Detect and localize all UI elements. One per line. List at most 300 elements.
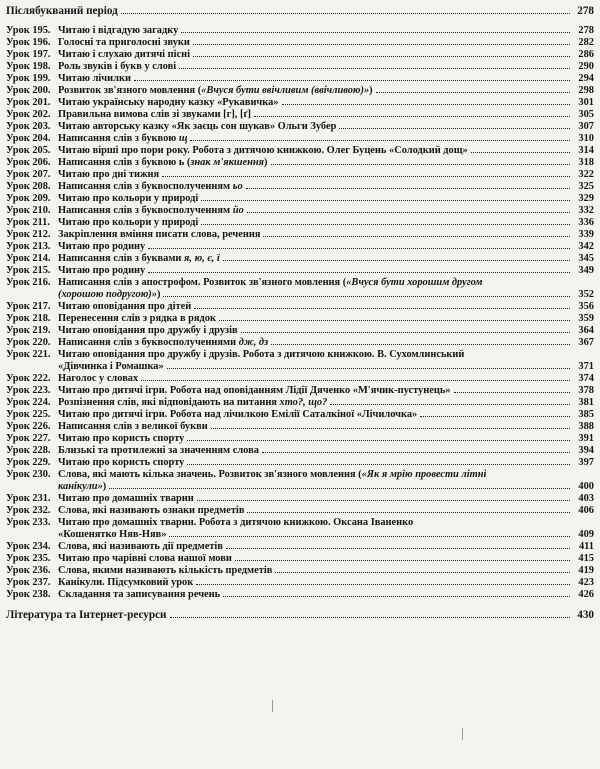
lesson-number: Урок 220. xyxy=(6,337,51,348)
lesson-title-text: Читаю оповідання про дружбу і друзів. Робота з дитячою книжкою. В. Сухомлинський xyxy=(58,349,465,360)
lesson-number: Урок 219. xyxy=(6,325,51,336)
lesson-title xyxy=(58,181,243,193)
lesson-number: Урок 233. xyxy=(6,517,51,528)
page-number: 426 xyxy=(578,589,594,600)
lesson-title xyxy=(58,49,190,61)
lesson-number: Урок 215. xyxy=(6,265,51,276)
page-number: 322 xyxy=(578,169,594,180)
dot-leader xyxy=(226,548,570,549)
dot-leader xyxy=(241,332,570,333)
lesson-title xyxy=(58,277,482,289)
dot-leader xyxy=(196,584,570,585)
dot-leader xyxy=(223,596,570,597)
lesson-entry-continuation xyxy=(6,529,594,541)
lesson-number: Урок 227. xyxy=(6,433,51,444)
lesson-title-text: Читаю про користь спорту xyxy=(58,433,185,444)
lesson-title xyxy=(58,169,159,181)
lesson-title xyxy=(58,193,198,205)
lesson-title-text: ) xyxy=(264,157,268,168)
lesson-title-text: Написання слів з великої букви xyxy=(58,421,208,432)
dot-leader xyxy=(262,452,570,453)
dot-leader xyxy=(454,392,570,393)
lesson-number: Урок 204. xyxy=(6,133,51,144)
page-number: 388 xyxy=(578,421,594,432)
page-number: 345 xyxy=(578,253,594,264)
scan-mark xyxy=(462,728,463,740)
references-entry xyxy=(6,608,594,622)
page-number: 391 xyxy=(578,433,594,444)
lesson-title-text: Читаю і відгадую загадку xyxy=(58,25,179,36)
page-number: 310 xyxy=(578,133,594,144)
dot-leader xyxy=(141,380,570,381)
page-number: 298 xyxy=(578,85,594,96)
lesson-title xyxy=(58,217,198,229)
lesson-title xyxy=(58,457,184,469)
lesson-entry xyxy=(6,37,594,49)
lesson-title xyxy=(58,433,184,445)
dot-leader xyxy=(181,32,570,33)
lesson-title-italic: ьо xyxy=(232,181,243,192)
lesson-number: Урок 230. xyxy=(6,469,51,480)
page-number: 349 xyxy=(578,265,594,276)
lesson-entry xyxy=(6,145,594,157)
lesson-entry xyxy=(6,217,594,229)
page-number: 318 xyxy=(578,157,594,168)
lesson-title-text: Написання слів з апострофом. Розвиток зв'язного мовлення ( xyxy=(58,277,347,288)
dot-leader xyxy=(235,560,570,561)
lesson-number: Урок 212. xyxy=(6,229,51,240)
dot-leader xyxy=(193,56,570,57)
lesson-title-text: Читаю оповідання про дітей xyxy=(58,301,192,312)
dot-leader xyxy=(271,344,570,345)
lesson-title-text: Читаю про домашніх тварин xyxy=(58,493,194,504)
lesson-title-text: Написання слів з буквою ь ( xyxy=(58,157,191,168)
dot-leader xyxy=(376,92,570,93)
lesson-title xyxy=(58,421,208,433)
lesson-number: Урок 237. xyxy=(6,577,51,588)
lesson-title xyxy=(58,265,145,277)
lesson-entry xyxy=(6,457,594,469)
lesson-title-text: Слова, які мають кілька значень. Розвиток зв'язного мовлення ( xyxy=(58,469,362,480)
lesson-title-text: Написання слів з буквосполученням xyxy=(58,181,233,192)
section-heading xyxy=(6,4,594,18)
dot-leader xyxy=(162,176,570,177)
lesson-entry xyxy=(6,265,594,277)
page-number: 381 xyxy=(578,397,594,408)
lesson-number: Урок 217. xyxy=(6,301,51,312)
lesson-entry xyxy=(6,313,594,325)
lesson-number: Урок 222. xyxy=(6,373,51,384)
page-number: 411 xyxy=(578,541,594,552)
page-number: 325 xyxy=(578,181,594,192)
lesson-title-italic: я, ю, є, ї xyxy=(184,253,220,264)
lesson-title xyxy=(58,577,193,589)
lesson-number: Урок 199. xyxy=(6,73,51,84)
lesson-title xyxy=(58,97,279,109)
page-number: 371 xyxy=(578,361,594,372)
lesson-title-text: ) xyxy=(369,85,373,96)
lesson-title-text: Канікули. Підсумковий урок xyxy=(58,577,194,588)
lesson-entry xyxy=(6,109,594,121)
dot-leader xyxy=(170,617,571,618)
lesson-title-italic: хто?, що? xyxy=(279,397,328,408)
dot-leader xyxy=(471,152,570,153)
lesson-title xyxy=(58,385,451,397)
page-number: 342 xyxy=(578,241,594,252)
lesson-title-text: ) xyxy=(156,289,161,300)
lesson-title xyxy=(58,313,216,325)
page-number: 314 xyxy=(578,145,594,156)
lesson-number: Урок 231. xyxy=(6,493,51,504)
dot-leader xyxy=(201,224,570,225)
lesson-title-italic: (хорошою подругою)» xyxy=(58,289,157,300)
lesson-title xyxy=(58,25,178,37)
dot-leader xyxy=(169,536,570,537)
lesson-title-text: Читаю про дні тижня xyxy=(58,169,160,180)
lesson-title xyxy=(58,517,413,529)
lesson-entry xyxy=(6,409,594,421)
lesson-number: Урок 235. xyxy=(6,553,51,564)
page-number: 301 xyxy=(578,97,594,108)
lesson-title-text: Читаю про дитячі ігри. Робота над лічилкою Емілії Саталкіної «Лічилочка» xyxy=(58,409,418,420)
page-number: 307 xyxy=(578,121,594,132)
lesson-entry xyxy=(6,133,594,145)
lesson-title-text: Слова, які називають дії предметів xyxy=(58,541,223,552)
lesson-title-text: Читаю про родину xyxy=(58,241,146,252)
lesson-title-text: Розпізнення слів, які відповідають на питання xyxy=(58,397,280,408)
dot-leader xyxy=(197,500,570,501)
lesson-number: Урок 205. xyxy=(6,145,51,156)
lesson-number: Урок 223. xyxy=(6,385,51,396)
lesson-title xyxy=(58,109,251,121)
page-number: 364 xyxy=(578,325,594,336)
page-number: 400 xyxy=(578,481,594,492)
page-number: 356 xyxy=(578,301,594,312)
page-number: 430 xyxy=(577,609,594,621)
lesson-number: Урок 238. xyxy=(6,589,51,600)
lesson-title xyxy=(58,397,327,409)
lesson-title-text: Написання слів з буквосполученням xyxy=(58,205,233,216)
lesson-title-text: Читаю авторську казку «Як заєць сон шукав» Ольги Зубер xyxy=(58,121,337,132)
lesson-entry xyxy=(6,349,594,361)
lesson-entry xyxy=(6,169,594,181)
lesson-title xyxy=(58,589,220,601)
lesson-number: Урок 236. xyxy=(6,565,51,576)
lesson-entry xyxy=(6,301,594,313)
dot-leader xyxy=(263,236,570,237)
page-number: 329 xyxy=(578,193,594,204)
lesson-title-italic: «Як я мрію провести літні xyxy=(361,469,487,480)
lesson-entry xyxy=(6,421,594,433)
lesson-number: Урок 207. xyxy=(6,169,51,180)
lesson-number: Урок 216. xyxy=(6,277,51,288)
lesson-title-italic: йо xyxy=(232,205,244,216)
lesson-entry xyxy=(6,157,594,169)
dot-leader xyxy=(190,140,570,141)
page-number: 278 xyxy=(578,25,594,36)
dot-leader xyxy=(201,200,570,201)
lesson-title xyxy=(58,541,223,553)
lesson-entry xyxy=(6,397,594,409)
lesson-title-text: Слова, які називають ознаки предметів xyxy=(58,505,245,516)
lesson-title-continuation xyxy=(6,529,166,541)
lesson-title xyxy=(58,229,260,241)
dot-leader xyxy=(121,13,570,14)
lesson-number: Урок 221. xyxy=(6,349,51,360)
page-number: 378 xyxy=(578,385,594,396)
lesson-title-italic: щ xyxy=(178,133,188,144)
dot-leader xyxy=(211,428,570,429)
table-of-contents xyxy=(6,4,594,622)
section-title: Післябукваний період xyxy=(6,5,118,17)
lesson-title xyxy=(58,73,131,85)
lesson-title xyxy=(58,337,268,349)
dot-leader xyxy=(194,308,570,309)
lesson-entry xyxy=(6,25,594,37)
page-number: 282 xyxy=(578,37,594,48)
lesson-title-text: Написання слів з буквами xyxy=(58,253,185,264)
lesson-entry xyxy=(6,205,594,217)
page-number: 374 xyxy=(578,373,594,384)
lesson-entry xyxy=(6,253,594,265)
lesson-title-text: Читаю і слухаю дитячі пісні xyxy=(58,49,191,60)
lesson-entry xyxy=(6,553,594,565)
lesson-title xyxy=(58,37,190,49)
lesson-number: Урок 218. xyxy=(6,313,51,324)
lesson-number: Урок 201. xyxy=(6,97,51,108)
lesson-title xyxy=(58,553,232,565)
lesson-number: Урок 209. xyxy=(6,193,51,204)
lesson-title xyxy=(58,325,238,337)
page-number: 336 xyxy=(578,217,594,228)
dot-leader xyxy=(223,260,570,261)
lesson-entry xyxy=(6,49,594,61)
lesson-entry xyxy=(6,181,594,193)
lesson-title-italic: дж, дз xyxy=(238,337,269,348)
lesson-title-text: Читаю про чарівні слова нашої мови xyxy=(58,553,232,564)
lesson-title xyxy=(58,565,272,577)
lesson-list xyxy=(6,25,594,601)
lesson-title-text: Читаю про користь спорту xyxy=(58,457,185,468)
lesson-title xyxy=(58,493,194,505)
lesson-title-text: Слова, якими називають кількість предметів xyxy=(58,565,273,576)
page-number: 339 xyxy=(578,229,594,240)
lesson-entry xyxy=(6,61,594,73)
lesson-number: Урок 196. xyxy=(6,37,51,48)
dot-leader xyxy=(219,320,570,321)
lesson-entry xyxy=(6,433,594,445)
dot-leader xyxy=(148,272,570,273)
dot-leader xyxy=(420,416,570,417)
dot-leader xyxy=(282,104,570,105)
dot-leader xyxy=(148,248,570,249)
lesson-entry-continuation xyxy=(6,361,594,373)
lesson-title xyxy=(58,373,138,385)
dot-leader xyxy=(193,44,570,45)
lesson-number: Урок 197. xyxy=(6,49,51,60)
lesson-title-text: Перенесення слів з рядка в рядок xyxy=(58,313,216,324)
dot-leader xyxy=(109,488,570,489)
lesson-title-text: Читаю оповідання про дружбу і друзів xyxy=(58,325,238,336)
lesson-title xyxy=(58,409,417,421)
lesson-title xyxy=(58,253,220,265)
lesson-title-italic: «Вчуся бути ввічливим (ввічливою)» xyxy=(201,85,370,96)
lesson-entry xyxy=(6,337,594,349)
dot-leader xyxy=(179,68,570,69)
lesson-number: Урок 229. xyxy=(6,457,51,468)
lesson-entry xyxy=(6,277,594,289)
page-number: 352 xyxy=(578,289,594,300)
lesson-title-text: Голосні та приголосні звуки xyxy=(58,37,190,48)
page-number: 385 xyxy=(578,409,594,420)
lesson-title xyxy=(58,301,191,313)
lesson-entry xyxy=(6,541,594,553)
lesson-title-text: Читаю про домашніх тварин. Робота з дитячою книжкою. Оксана Іваненко xyxy=(58,517,414,528)
dot-leader xyxy=(254,116,570,117)
lesson-title-text: Роль звуків і букв у слові xyxy=(58,61,177,72)
dot-leader xyxy=(330,404,570,405)
lesson-number: Урок 211. xyxy=(6,217,50,228)
page-number: 367 xyxy=(578,337,594,348)
scan-mark xyxy=(272,700,273,712)
lesson-number: Урок 225. xyxy=(6,409,51,420)
lesson-title-italic: канікули» xyxy=(58,481,103,492)
page-number: 294 xyxy=(578,73,594,84)
dot-leader xyxy=(187,464,570,465)
lesson-entry xyxy=(6,469,594,481)
page-number: 359 xyxy=(578,313,594,324)
page-number: 290 xyxy=(578,61,594,72)
lesson-title-italic: «Вчуся бути хорошим другом xyxy=(346,277,483,288)
lesson-title xyxy=(58,157,268,169)
lesson-number: Урок 232. xyxy=(6,505,51,516)
lesson-title xyxy=(58,241,145,253)
lesson-entry xyxy=(6,97,594,109)
page-number: 406 xyxy=(578,505,594,516)
lesson-entry xyxy=(6,445,594,457)
lesson-number: Урок 214. xyxy=(6,253,51,264)
lesson-title xyxy=(58,205,244,217)
lesson-title xyxy=(58,445,259,457)
lesson-entry xyxy=(6,385,594,397)
lesson-number: Урок 224. xyxy=(6,397,51,408)
dot-leader xyxy=(187,440,570,441)
lesson-entry xyxy=(6,121,594,133)
lesson-entry xyxy=(6,229,594,241)
dot-leader xyxy=(247,512,570,513)
lesson-number: Урок 200. xyxy=(6,85,51,96)
lesson-number: Урок 210. xyxy=(6,205,51,216)
lesson-title xyxy=(58,505,244,517)
lesson-title-text: Розвиток зв'язного мовлення ( xyxy=(58,85,202,96)
lesson-entry xyxy=(6,589,594,601)
page-number: 415 xyxy=(578,553,594,564)
lesson-title-text: Складання та записування речень xyxy=(58,589,221,600)
lesson-title-text: «Дівчинка і Ромашка» xyxy=(58,361,164,372)
dot-leader xyxy=(167,368,570,369)
page-number: 286 xyxy=(578,49,594,60)
lesson-title-text: Наголос у словах xyxy=(58,373,139,384)
page-number: 332 xyxy=(578,205,594,216)
lesson-entry xyxy=(6,193,594,205)
lesson-title xyxy=(58,85,373,97)
dot-leader xyxy=(271,164,571,165)
lesson-number: Урок 206. xyxy=(6,157,51,168)
lesson-entry xyxy=(6,565,594,577)
lesson-title-text: Читаю про родину xyxy=(58,265,146,276)
lesson-entry xyxy=(6,505,594,517)
lesson-number: Урок 203. xyxy=(6,121,51,132)
lesson-number: Урок 226. xyxy=(6,421,51,432)
lesson-entry xyxy=(6,373,594,385)
lesson-title xyxy=(58,145,468,157)
dot-leader xyxy=(246,188,570,189)
lesson-title-text: Близькі та протилежні за значенням слова xyxy=(58,445,259,456)
lesson-title-text: Закріплення вміння писати слова, речення xyxy=(58,229,261,240)
references-title: Література та Інтернет-ресурси xyxy=(6,609,167,621)
lesson-title-text: Написання слів з буквою xyxy=(58,133,179,144)
page-number: 419 xyxy=(578,565,594,576)
lesson-number: Урок 202. xyxy=(6,109,51,120)
lesson-title xyxy=(58,349,464,361)
lesson-number: Урок 228. xyxy=(6,445,51,456)
lesson-title-text: Правильна вимова слів зі звуками [г], [ґ] xyxy=(58,109,251,120)
dot-leader xyxy=(247,212,570,213)
page-number: 409 xyxy=(578,529,594,540)
page-number: 403 xyxy=(578,493,594,504)
lesson-number: Урок 208. xyxy=(6,181,51,192)
dot-leader xyxy=(275,572,570,573)
lesson-entry-continuation xyxy=(6,481,594,493)
lesson-entry xyxy=(6,73,594,85)
lesson-entry xyxy=(6,85,594,97)
lesson-title-text: ) xyxy=(102,481,107,492)
lesson-title-text: Читаю про кольори у природі xyxy=(58,193,199,204)
lesson-entry xyxy=(6,325,594,337)
page-number: 278 xyxy=(577,5,594,17)
dot-leader xyxy=(339,128,570,129)
page-number: 423 xyxy=(578,577,594,588)
lesson-title-continuation xyxy=(6,481,106,493)
lesson-title-text: Читаю вірші про пори року. Робота з дитячою книжкою. Олег Буцень «Солодкий дощ» xyxy=(58,145,468,156)
lesson-title-text: Читаю лічилки xyxy=(58,73,131,84)
lesson-entry xyxy=(6,577,594,589)
lesson-number: Урок 213. xyxy=(6,241,51,252)
dot-leader xyxy=(163,296,570,297)
lesson-number: Урок 234. xyxy=(6,541,51,552)
lesson-number: Урок 195. xyxy=(6,25,51,36)
lesson-number: Урок 198. xyxy=(6,61,51,72)
lesson-entry xyxy=(6,241,594,253)
page-number: 305 xyxy=(578,109,594,120)
page-number: 394 xyxy=(578,445,594,456)
dot-leader xyxy=(134,80,570,81)
lesson-title-text: Читаю про кольори у природі xyxy=(58,217,199,228)
lesson-entry-continuation xyxy=(6,289,594,301)
lesson-title xyxy=(58,121,336,133)
lesson-title-continuation xyxy=(6,289,160,301)
lesson-title-text: Читаю про дитячі ігри. Робота над оповіданням Лідії Дяченко «М'ячик-пустунець» xyxy=(58,385,451,396)
lesson-entry xyxy=(6,517,594,529)
lesson-title xyxy=(58,469,486,481)
lesson-title-text: Написання слів з буквосполученнями xyxy=(58,337,239,348)
lesson-title xyxy=(58,61,176,73)
page-number: 397 xyxy=(578,457,594,468)
lesson-title-italic: знак м'якшення xyxy=(190,157,265,168)
lesson-title-continuation xyxy=(6,361,164,373)
lesson-entry xyxy=(6,493,594,505)
lesson-title-text: «Кошенятко Няв-Няв» xyxy=(58,529,167,540)
